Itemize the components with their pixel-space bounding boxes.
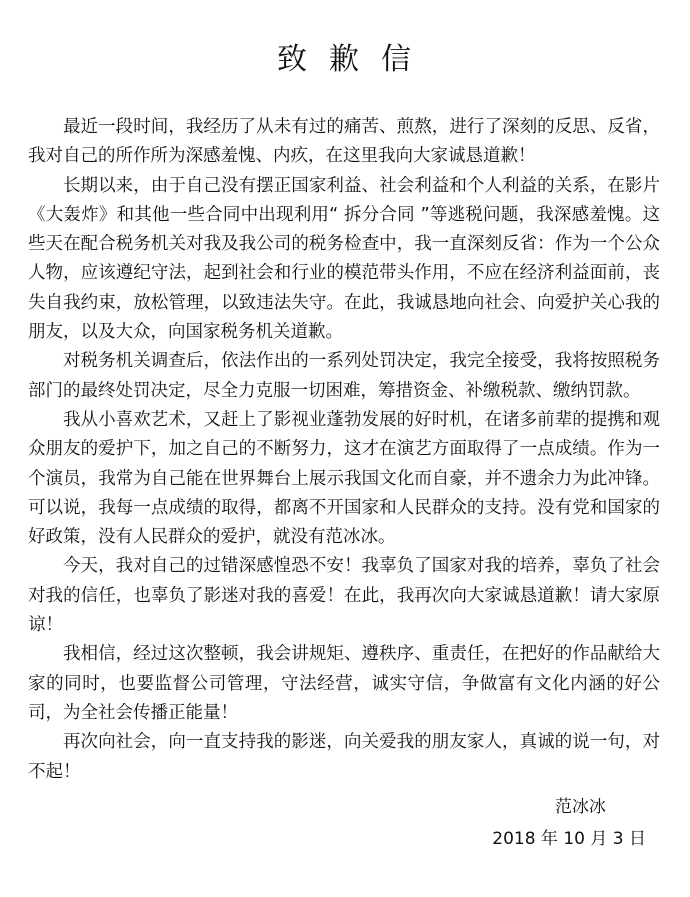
letter-body <box>28 113 660 787</box>
paragraph: 对税务机关调查后，依法作出的一系列处罚决定，我完全接受，我将按照税务部门的最终处罚决定，尽全力克服一切困难，筹措资金、补缴税款、缴纳罚款。 <box>28 351 660 401</box>
paragraph: 我从小喜欢艺术，又赶上了影视业蓬勃发展的好时机，在诸多前辈的提携和观众朋友的爱护下，加之自己的不断努力，这才在演艺方面取得了一点成绩。作为一个演员，我常为自己能在世界舞台上展示我国文化而自豪，并不遗余力为此冲锋。可以说，我每一点成绩的取得，都离不开国家和人民群众的支持。没有党和国家的好政策，没有人民群众的爱护，就没有范冰冰。 <box>28 409 660 548</box>
paragraph: 我相信，经过这次整顿，我会讲规矩、遵秩序、重责任，在把好的作品献给大家的同时，也要监督公司管理，守法经营，诚实守信，争做富有文化内涵的好公司，为全社会传播正能量！ <box>28 644 660 723</box>
paragraph: 最近一段时间，我经历了从未有过的痛苦、煎熬，进行了深刻的反思、反省，我对自己的所作所为深感羞愧、内疚，在这里我向大家诚恳道歉！ <box>28 117 660 167</box>
paragraph: 再次向社会，向一直支持我的影迷，向关爱我的朋友家人，真诚的说一句，对不起！ <box>28 732 660 782</box>
signoff <box>492 792 646 854</box>
signature-name: 范冰冰 <box>555 797 606 817</box>
paragraph: 长期以来，由于自己没有摆正国家利益、社会利益和个人利益的关系，在影片《大轰炸》和其他一些合同中出现利用“ 拆分合同 ”等逃税问题，我深感羞愧。这些天在配合税务机关对我及我公司的税务检查中，我一直深刻反省：作为一个公众人物，应该遵纪守法，起到社会和行业的模范带头作用，不应在经济利益面前，丧失自我约束，放松管理，以致违法失守。在此，我诚恳地向社会、向爱护关心我的朋友，以及大众，向国家税务机关道歉。 <box>28 175 660 343</box>
paragraph: 今天，我对自己的过错深感惶恐不安！我辜负了国家对我的培养，辜负了社会对我的信任，也辜负了影迷对我的喜爱！在此，我再次向大家诚恳道歉！请大家原谅！ <box>28 556 660 636</box>
letter-title: 致歉信 <box>277 42 433 77</box>
letter <box>28 0 660 787</box>
signature-date: 2018 年 10 月 3 日 <box>492 829 646 849</box>
